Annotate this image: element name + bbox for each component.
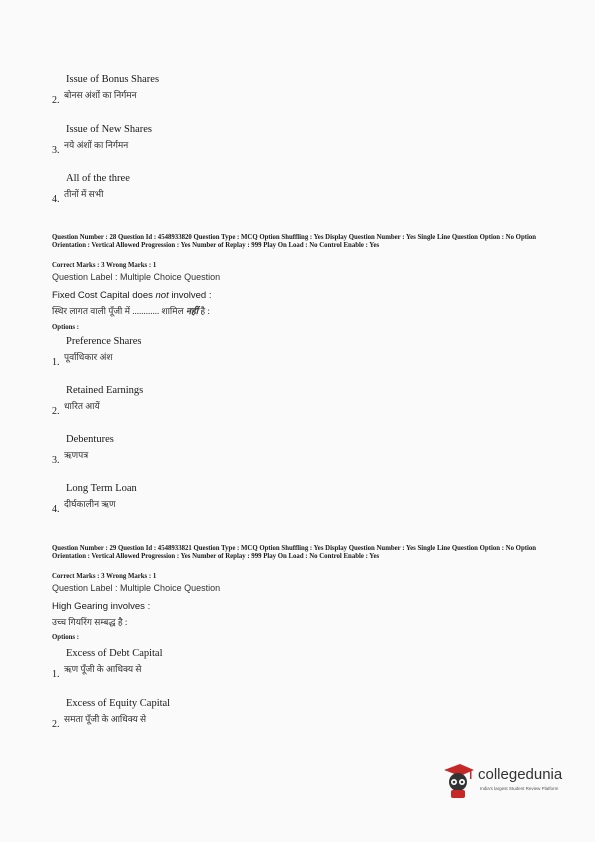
- question-text: High Gearing involves :: [52, 601, 151, 612]
- option-hi: धारित आयें: [64, 401, 100, 411]
- option-number: 3.: [52, 455, 60, 466]
- option-en: All of the three: [66, 173, 130, 184]
- question-marks: Correct Marks : 3 Wrong Marks : 1: [52, 262, 157, 269]
- option-hi: तीनों में सभी: [64, 189, 104, 199]
- option-hi: नये अंशों का निर्गमन: [64, 140, 129, 150]
- options-heading: Options :: [52, 324, 80, 331]
- graduate-mascot-icon: [440, 760, 476, 800]
- option-en: Excess of Debt Capital: [66, 648, 163, 659]
- option-en: Debentures: [66, 434, 114, 445]
- option-hi: ऋणपत्र: [64, 450, 89, 460]
- question-text-hindi: स्थिर लागत वाली पूँजी में ............ शामिल नहीं है :: [52, 306, 210, 316]
- option-number: 3.: [52, 145, 60, 156]
- option-en: Long Term Loan: [66, 483, 137, 494]
- question-label: Question Label : Multiple Choice Question: [52, 583, 221, 593]
- option-number: 1.: [52, 669, 60, 680]
- question-text: Fixed Cost Capital does not involved :: [52, 290, 212, 301]
- collegedunia-logo: [440, 760, 580, 804]
- options-heading: Options :: [52, 634, 80, 641]
- option-number: 2.: [52, 406, 60, 417]
- option-hi: ऋण पूँजी के आधिक्य से: [64, 664, 142, 674]
- option-en: Issue of New Shares: [66, 124, 153, 135]
- option-number: 1.: [52, 357, 60, 368]
- question-text-hindi: उच्च गियरिंग सम्बद्ध है :: [52, 617, 128, 627]
- option-en: Issue of Bonus Shares: [66, 74, 160, 85]
- option-number: 4.: [52, 194, 60, 205]
- option-number: 2.: [52, 719, 60, 730]
- option-hi: पूर्वाधिकार अंश: [64, 352, 113, 362]
- option-hi: दीर्घकालीन ऋण: [64, 499, 116, 509]
- option-hi: समता पूँजी के आधिक्य से: [64, 714, 147, 724]
- brand-name: collegedunia: [478, 766, 563, 783]
- question-meta: Question Number : 29 Question Id : 4548933821 Question Type : MCQ Option Shuffling : Yes Display Question Number : Yes Single Line Question Option : No Option Orientation : Vertical Allowed Progression : Yes Number of Replay : 999 Play On Load : No Control Enable : Yes: [52, 545, 537, 560]
- option-number: 2.: [52, 95, 60, 106]
- option-number: 4.: [52, 504, 60, 515]
- option-hi: बोनस अंशों का निर्गमन: [64, 90, 137, 100]
- question-meta: Question Number : 28 Question Id : 4548933820 Question Type : MCQ Option Shuffling : Yes Display Question Number : Yes Single Line Question Option : No Option Orientation : Vertical Allowed Progression : Yes Number of Replay : 999 Play On Load : No Control Enable : Yes: [52, 234, 537, 249]
- option-en: Excess of Equity Capital: [66, 698, 171, 709]
- question-label: Question Label : Multiple Choice Question: [52, 272, 221, 282]
- brand-tagline: India's largest Student Review Platform: [480, 786, 559, 791]
- option-en: Preference Shares: [66, 336, 142, 347]
- option-en: Retained Earnings: [66, 385, 144, 396]
- question-marks: Correct Marks : 3 Wrong Marks : 1: [52, 573, 157, 580]
